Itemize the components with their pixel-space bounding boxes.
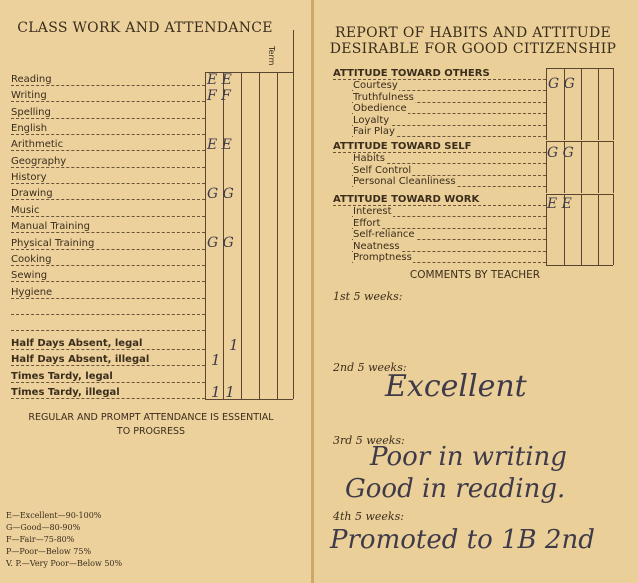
attendance-label [11,371,114,382]
dotted-leader [11,167,205,168]
mark-self: G G [547,145,574,161]
comment-week-3a: Poor in writing [370,442,567,472]
subject-label [11,287,53,298]
dotted-leader [11,216,205,217]
dotted-leader [11,150,205,151]
habit-label: Fair Play [353,126,395,138]
dotted-leader [11,249,205,250]
week-1-label: 1st 5 weeks: [333,290,403,303]
mark-others: G G [548,76,575,92]
attendance-text: Half Days Absent, illegal [11,354,150,366]
comments-heading: COMMENTS BY TEACHER [409,269,541,281]
subject-text: History [11,172,47,184]
grid-vline [613,68,614,140]
habit-label: Effort [353,217,381,229]
habits-title [328,25,618,57]
grid-vline [259,72,260,399]
legend-line: G—Good—80-90% [6,523,81,532]
subject-text: Sewing [11,270,48,282]
attendance-text: Times Tardy, legal [11,370,113,382]
dotted-leader [11,101,205,102]
habit-label: Self-reliance [353,229,415,241]
grid-hline [546,265,613,266]
subject-text: English [11,123,48,135]
subject-label [11,107,52,118]
subject-text: Geography [11,155,67,167]
subject-text: Hygiene [11,286,53,298]
grid-vline [241,72,242,399]
mark-physical-training: G G [207,235,234,251]
dotted-leader [11,199,205,200]
dotted-leader [11,281,205,282]
grid-vline [598,141,599,193]
attendance-label [11,387,121,398]
attendance-text: Half Days Absent, legal [11,338,143,349]
subject-text: Arithmetic [11,139,64,151]
habit-label: Courtesy [353,80,398,91]
habit-label: Neatness [353,240,400,252]
habit-label: Habits [353,153,385,164]
mark-tardy-illegal: 1 1 [211,383,235,401]
mark-reading: E E [207,72,232,88]
dotted-leader [11,330,205,331]
subject-text: Physical Training [11,237,95,249]
self-heading: ATTITUDE TOWARD SELF [333,141,472,152]
dotted-leader [11,349,205,350]
mark-arithmetic: E E [207,137,232,153]
attendance-label [11,354,150,365]
dotted-leader [11,298,205,299]
notice-line-2: TO PROGRESS [116,426,186,437]
subject-label [11,139,64,150]
subject-label [11,254,52,265]
subject-text: Manual Training [11,221,90,233]
comment-week-2: Excellent [385,369,527,404]
mark-absent-legal: 1 [229,336,239,354]
legend-line: V. P.—Very Poor—Below 50% [6,559,123,568]
dotted-leader [11,134,205,135]
grid-vline [581,68,582,140]
habits-title-line-1: REPORT OF HABITS AND ATTITUDE [334,25,612,41]
legend-line: F—Fair—75-80% [6,535,75,544]
week-3-label: 3rd 5 weeks: [333,434,405,447]
grid-vline [598,68,599,140]
subject-label [11,74,53,85]
week-2-label: 2nd 5 weeks: [333,361,407,374]
dotted-leader [11,398,205,399]
subject-label [11,172,48,183]
attendance-text: Times Tardy, illegal [11,386,120,398]
grid-vline [613,194,614,265]
comment-week-4: Promoted to 1B 2nd [330,525,595,555]
mark-absent-illegal: 1 [211,351,221,369]
dotted-leader [11,314,205,315]
habit-label: Loyalty [353,114,390,126]
subject-label [11,221,91,232]
mark-work: E E [547,196,572,212]
dotted-leader [11,265,205,266]
dotted-leader [11,183,205,184]
subject-label [11,205,40,216]
grid-hline [546,194,613,195]
habit-label: Obedience [353,103,407,115]
subject-text: Writing [11,90,47,102]
dotted-leader [11,232,205,233]
grid-hline [546,141,613,142]
habit-label: Personal Cleanliness [353,176,456,188]
subject-label [11,123,48,134]
grid-vline [581,194,582,265]
grid-hline [546,68,613,69]
subject-label [11,319,12,330]
dotted-leader [11,118,205,119]
subject-label [11,270,48,281]
subject-text [11,319,12,330]
subject-text: Cooking [11,253,52,265]
habits-title-line-2: DESIRABLE FOR GOOD CITIZENSHIP [329,41,617,57]
grid-vline [546,68,547,140]
subject-label [11,303,12,314]
mark-drawing: G G [207,186,234,202]
habit-label: Truthfulness [353,91,414,103]
subject-text [11,303,12,314]
habit-label: Self Control [353,164,412,176]
comment-week-3b: Good in reading. [345,474,566,504]
notice-line-1: REGULAR AND PROMPT ATTENDANCE IS ESSENTIAL [28,412,274,423]
week-4-label: 4th 5 weeks: [333,510,404,523]
subject-text: Spelling [11,106,51,118]
grid-vline [277,72,278,399]
habit-label: Interest [353,206,392,217]
habit-label: Promptness [353,252,412,264]
legend-line: E—Excellent—90-100% [6,511,102,520]
work-heading: ATTITUDE TOWARD WORK [333,194,480,205]
class-work-title: CLASS WORK AND ATTENDANCE [17,20,273,36]
subject-text: Drawing [11,188,53,200]
term-label: Term [267,46,276,66]
subject-label [11,238,95,249]
dotted-leader [11,85,205,86]
legend-line: P—Poor—Below 75% [6,547,92,556]
subject-text: Music [11,204,40,216]
subject-label [11,90,48,101]
dotted-leader [11,382,205,383]
subject-label [11,188,54,199]
grid-vline [613,141,614,193]
attendance-notice [6,412,296,437]
others-heading: ATTITUDE TOWARD OTHERS [333,68,490,79]
attendance-label [11,338,143,349]
subject-label [11,156,67,167]
grid-vline [581,141,582,193]
grid-vline [598,194,599,265]
mark-writing: F F [207,88,231,104]
dotted-leader [11,365,205,366]
grid-vline [293,30,294,399]
subject-text: Reading [11,74,52,85]
grid-vline [205,72,206,399]
